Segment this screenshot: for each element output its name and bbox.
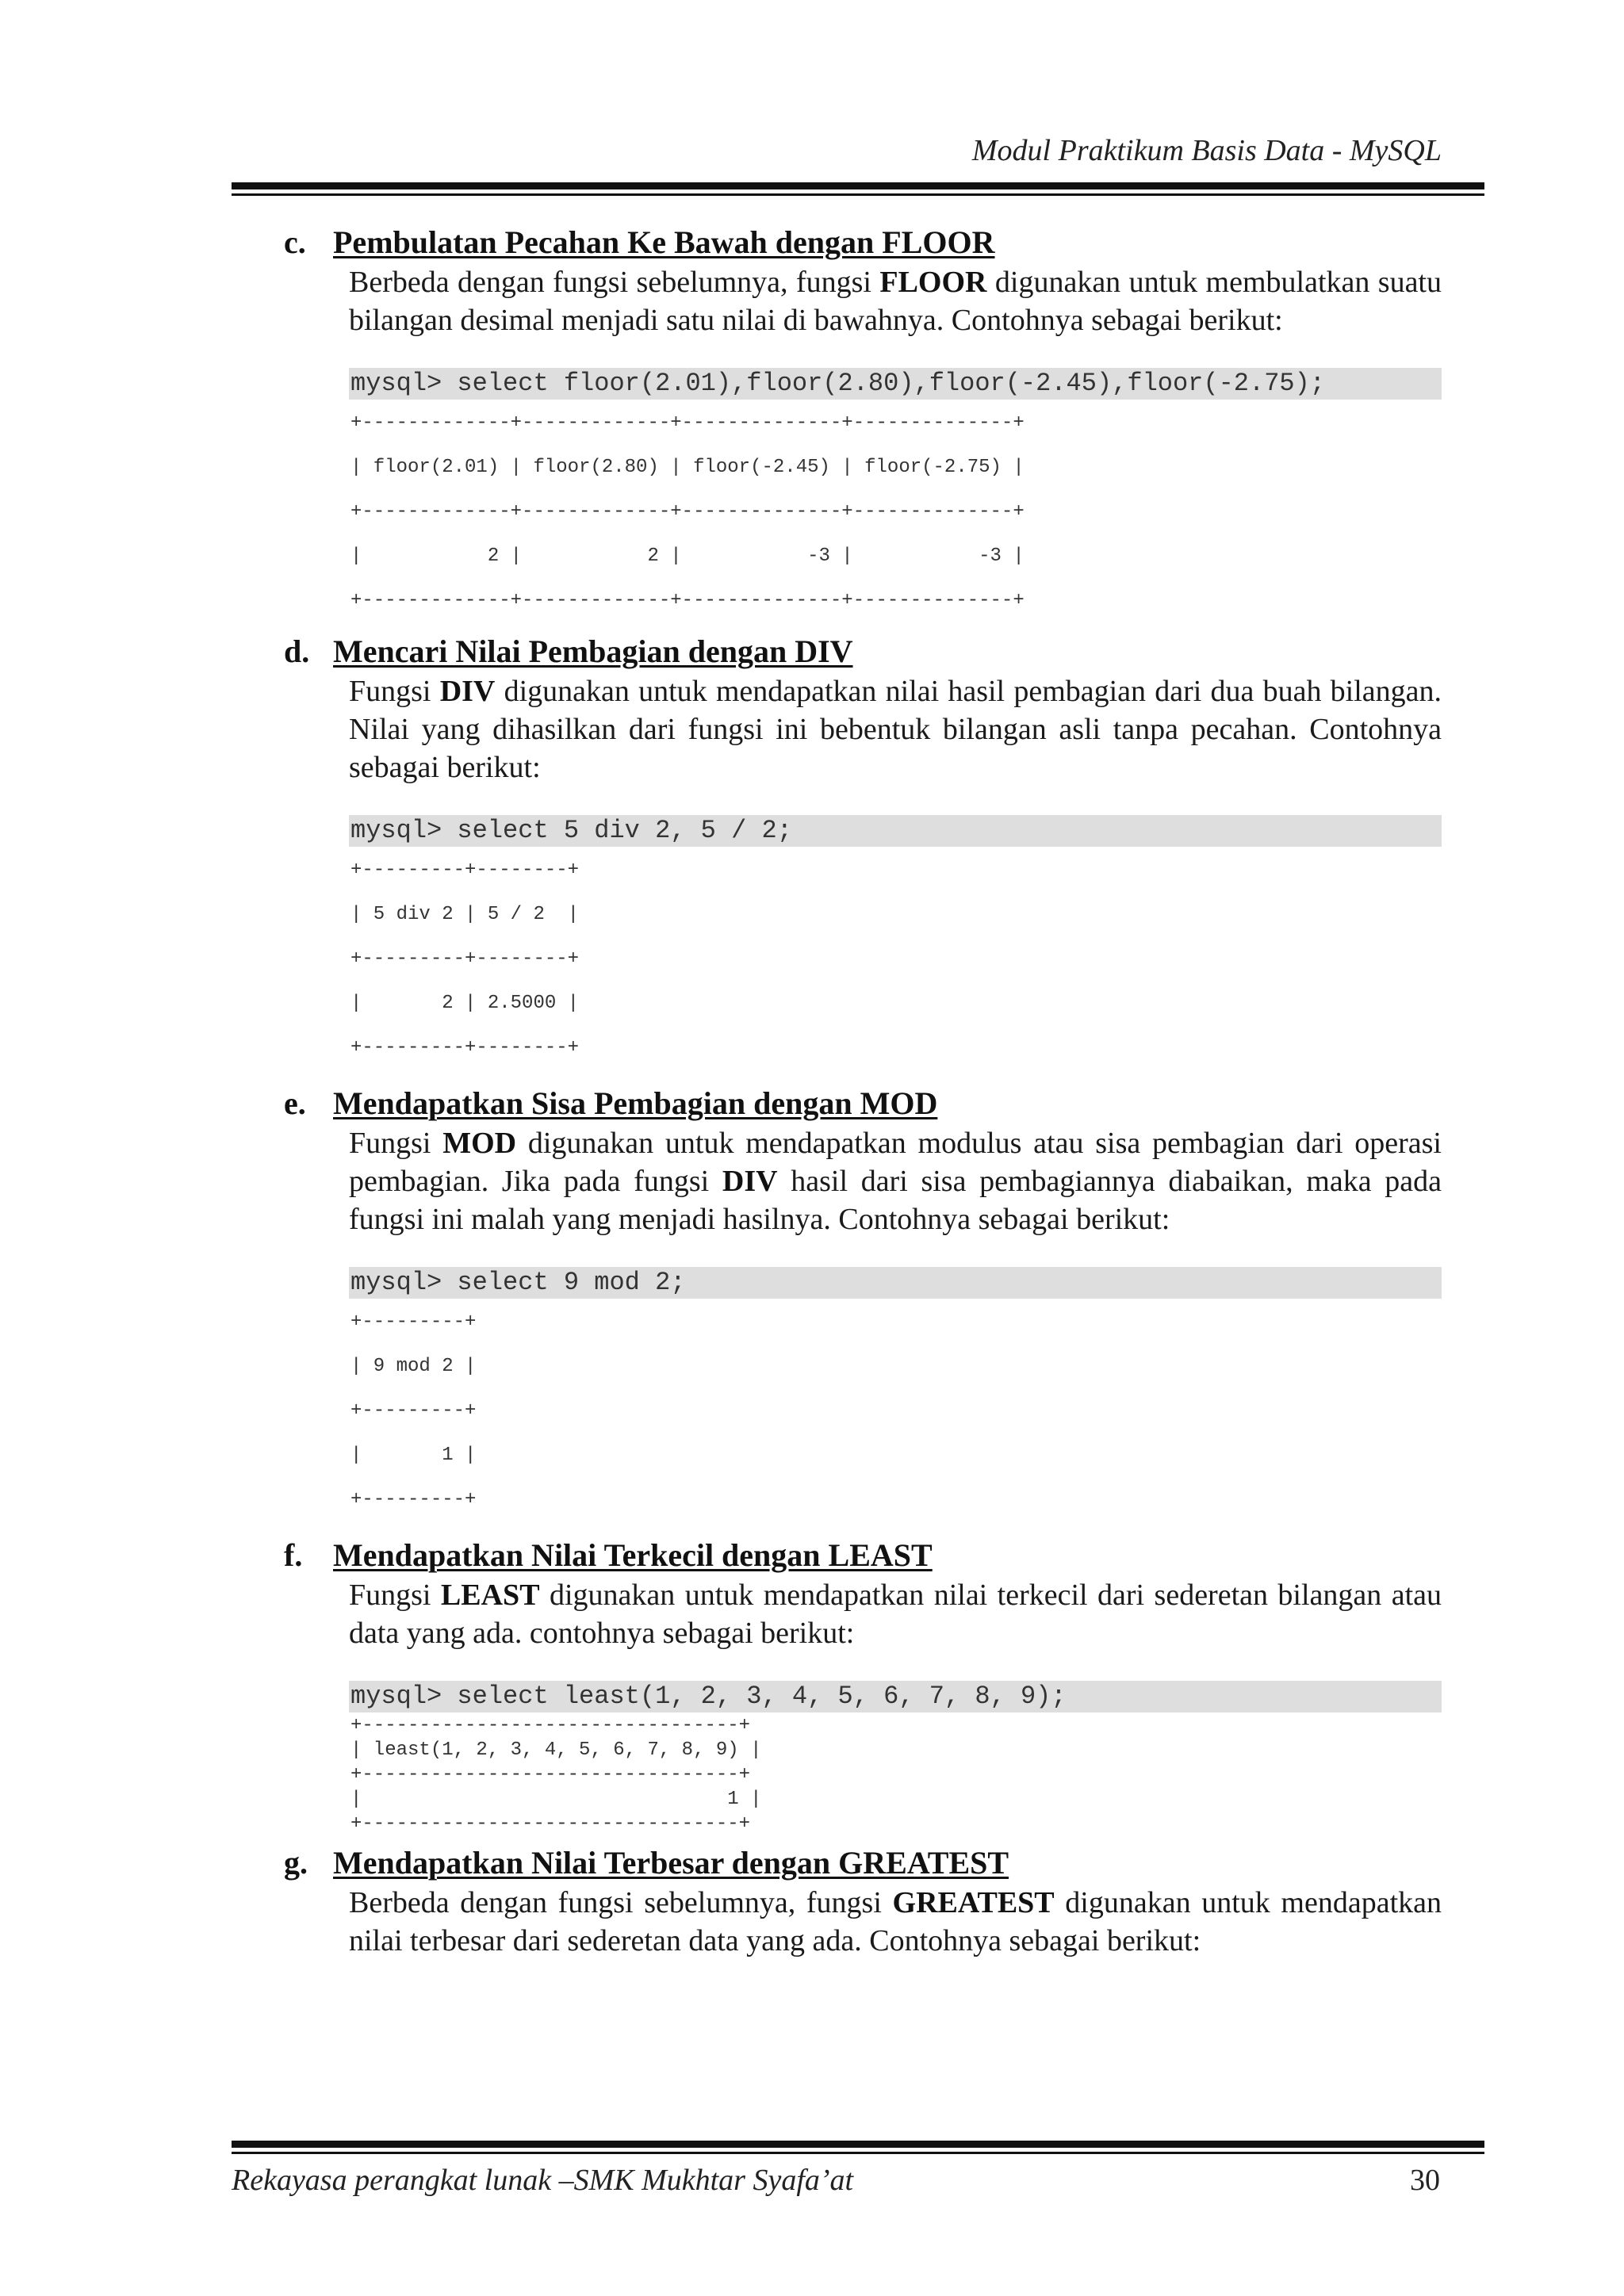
- section-paragraph: [349, 1576, 1442, 1652]
- paragraph-keyword: DIV: [439, 675, 496, 708]
- section-heading: [284, 633, 1442, 672]
- header-rule-thin: [232, 193, 1484, 196]
- paragraph-keyword: DIV: [722, 1165, 778, 1198]
- section-heading: [284, 1844, 1442, 1884]
- result-line: +-------------+-------------+--------------+--------------+: [350, 590, 1025, 611]
- result-line: +---------------------------------+: [350, 1715, 751, 1736]
- result-line: +---------+: [350, 1400, 477, 1422]
- sql-command: mysql> select 9 mod 2;: [349, 1267, 1442, 1299]
- section-paragraph: [349, 263, 1442, 339]
- result-line: +---------+: [350, 1489, 477, 1510]
- section-letter: f.: [284, 1537, 303, 1573]
- section-div: [284, 633, 1442, 1069]
- paragraph-text: digunakan untuk mendapatkan modulus atau sisa pembagian dari operasi pembagian. Jika pada fungsi: [349, 1127, 1442, 1198]
- paragraph-keyword: FLOOR: [879, 266, 987, 299]
- footer-rule-thin: [232, 2152, 1484, 2154]
- section-paragraph: [349, 1124, 1442, 1238]
- section-least: [284, 1536, 1442, 1835]
- section-paragraph: [349, 1884, 1442, 1960]
- section-title: Mendapatkan Nilai Terbesar dengan GREATEST: [333, 1845, 1009, 1881]
- section-title: Mendapatkan Sisa Pembagian dengan MOD: [333, 1085, 938, 1121]
- code-block: [349, 1681, 1442, 1835]
- result-line: | 5 div 2 | 5 / 2 |: [350, 904, 580, 925]
- section-title: Mendapatkan Nilai Terkecil dengan LEAST: [333, 1537, 933, 1573]
- result-line: | 2 | 2.5000 |: [350, 993, 580, 1014]
- section-letter: g.: [284, 1845, 308, 1881]
- result-line: | floor(2.01) | floor(2.80) | floor(-2.45) | floor(-2.75) |: [350, 457, 1025, 478]
- result-line: | 9 mod 2 |: [350, 1356, 477, 1377]
- paragraph-text: digunakan untuk mendapatkan nilai hasil pembagian dari dua buah bilangan. Nilai yang dihasilkan dari fungsi ini bebentuk bilangan asli tanpa pecahan. Contohnya sebagai berikut:: [349, 675, 1442, 784]
- header-rule: [232, 182, 1484, 189]
- footer-text: Rekayasa perangkat lunak –SMK Mukhtar Syafa’at: [232, 2164, 854, 2197]
- result-line: +---------+--------+: [350, 1037, 580, 1058]
- paragraph-text: Berbeda dengan fungsi sebelumnya, fungsi: [349, 1886, 893, 1919]
- paragraph-text: Fungsi: [349, 1578, 441, 1612]
- result-line: | least(1, 2, 3, 4, 5, 6, 7, 8, 9) |: [350, 1739, 762, 1761]
- paragraph-text: hasil dari sisa pembagiannya diabaikan, maka pada fungsi ini malah yang menjadi hasilnya. Contohnya sebagai berikut:: [349, 1165, 1442, 1236]
- footer-rule: [232, 2141, 1484, 2148]
- section-title: Mencari Nilai Pembagian dengan DIV: [333, 633, 853, 669]
- section-mod: [284, 1085, 1442, 1521]
- result-line: +---------+--------+: [350, 948, 580, 970]
- result-line: | 1 |: [350, 1789, 762, 1810]
- sql-command: mysql> select least(1, 2, 3, 4, 5, 6, 7, 8, 9);: [349, 1681, 1442, 1712]
- code-block: [349, 1267, 1442, 1521]
- paragraph-text: Fungsi: [349, 675, 440, 708]
- result-line: +---------+: [350, 1311, 477, 1333]
- paragraph-text: Berbeda dengan fungsi sebelumnya, fungsi: [349, 266, 880, 299]
- section-heading: [284, 1085, 1442, 1124]
- section-floor: [284, 224, 1442, 622]
- result-line: +-------------+-------------+--------------+--------------+: [350, 412, 1025, 434]
- paragraph-keyword: MOD: [442, 1127, 517, 1160]
- result-line: +-------------+-------------+--------------+--------------+: [350, 501, 1025, 522]
- result-line: +---------------------------------+: [350, 1813, 751, 1835]
- paragraph-text: digunakan untuk mendapatkan nilai terbesar dari sederetan data yang ada. Contohnya sebagai berikut:: [349, 1886, 1442, 1957]
- section-letter: e.: [284, 1085, 306, 1121]
- section-title: Pembulatan Pecahan Ke Bawah dengan FLOOR: [333, 224, 995, 260]
- code-block: [349, 368, 1442, 622]
- sql-command: mysql> select floor(2.01),floor(2.80),floor(-2.45),floor(-2.75);: [349, 368, 1442, 400]
- header-title: Modul Praktikum Basis Data - MySQL: [971, 134, 1442, 167]
- section-paragraph: [349, 672, 1442, 786]
- result-line: | 2 | 2 | -3 | -3 |: [350, 545, 1025, 567]
- section-greatest: [284, 1844, 1442, 1960]
- paragraph-text: digunakan untuk mendapatkan nilai terkecil dari sederetan bilangan atau data yang ada. contohnya sebagai berikut:: [349, 1578, 1442, 1650]
- paragraph-text: Fungsi: [349, 1127, 443, 1160]
- paragraph-keyword: LEAST: [440, 1578, 540, 1612]
- section-letter: c.: [284, 224, 306, 260]
- result-line: +---------+--------+: [350, 859, 580, 881]
- result-line: +---------------------------------+: [350, 1764, 751, 1785]
- section-heading: [284, 1536, 1442, 1576]
- result-line: | 1 |: [350, 1445, 477, 1466]
- page-number: 30: [1410, 2164, 1440, 2197]
- section-heading: [284, 224, 1442, 263]
- section-letter: d.: [284, 633, 310, 669]
- code-block: [349, 815, 1442, 1069]
- paragraph-text: digunakan untuk membulatkan suatu bilangan desimal menjadi satu nilai di bawahnya. Contohnya sebagai berikut:: [349, 266, 1442, 337]
- paragraph-keyword: GREATEST: [892, 1886, 1055, 1919]
- sql-command: mysql> select 5 div 2, 5 / 2;: [349, 815, 1442, 847]
